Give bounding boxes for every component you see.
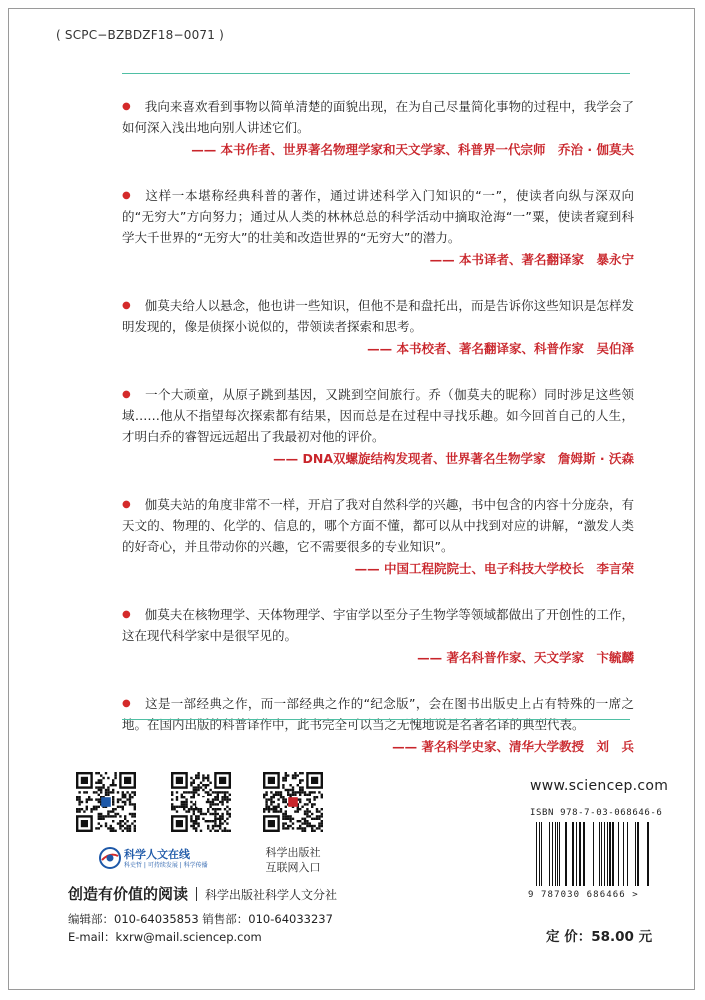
logo-title: 科学人文在线 xyxy=(124,848,190,861)
isbn-barcode xyxy=(530,822,656,898)
bottom-divider xyxy=(122,719,630,720)
quote-block xyxy=(122,96,634,160)
quote-block xyxy=(122,604,634,668)
quote-attribution: —— 本书作者、世界著名物理学家和天文学家、科普界一代宗师 乔治 · 伽莫夫 xyxy=(191,142,634,157)
bullet-icon: ● xyxy=(122,190,131,201)
humanities-online-logo xyxy=(98,845,208,871)
website-link[interactable]: www.sciencep.com xyxy=(530,778,669,794)
publisher-portal-label: 科学出版社 互联网入口 xyxy=(265,846,321,874)
quote-block xyxy=(122,185,634,270)
quote-text: 一个大顽童，从原子跳到基因，又跳到空间旅行。乔（伽莫夫的昵称）同时涉足这些领域……他从不指望每次探索都有结果，因而总是在过程中寻找乐趣。如今回首自己的人生，才明白乔的睿智远远超出了我最初对他的评价。 xyxy=(122,387,634,444)
bullet-icon: ● xyxy=(122,389,131,400)
quote-block xyxy=(122,295,634,359)
quote-attribution: —— 本书校者、著名翻译家、科普作家 吴伯泽 xyxy=(367,341,634,356)
catalog-code: ( SCPC−BZBDZF18−0071 ) xyxy=(56,28,224,42)
quote-attribution: —— DNA双螺旋结构发现者、世界著名生物学家 詹姆斯 · 沃森 xyxy=(273,451,634,466)
quote-attribution: —— 著名科普作家、天文学家 卞毓麟 xyxy=(417,650,634,665)
quotes-section xyxy=(122,96,634,782)
slogan-line xyxy=(68,883,337,904)
bullet-icon: ● xyxy=(122,698,131,709)
quote-text: 伽莫夫在核物理学、天体物理学、宇宙学以至分子生物学等领域都做出了开创性的工作，这在现代科学家中是很罕见的。 xyxy=(122,607,634,643)
bullet-icon: ● xyxy=(122,609,131,620)
quote-text: 伽莫夫给人以悬念，他也讲一些知识，但他不是和盘托出，而是告诉你这些知识是怎样发明发现的，像是侦探小说似的，带领读者探索和思考。 xyxy=(122,298,634,334)
quote-attribution: —— 著名科学史家、清华大学教授 刘 兵 xyxy=(392,739,634,754)
quote-text: 我向来喜欢看到事物以简单清楚的面貌出现，在为自己尽量简化事物的过程中，我学会了如何深入浅出地向别人讲述它们。 xyxy=(122,99,634,135)
qr-code-publisher-portal[interactable] xyxy=(263,772,323,832)
slogan: 创造有价值的阅读 xyxy=(68,885,189,903)
slogan-divider xyxy=(196,887,197,901)
price: 定 价：58.00 元 xyxy=(546,929,653,945)
isbn-label: ISBN 978-7-03-068646-6 xyxy=(530,808,663,818)
quote-attribution: —— 本书译者、著名翻译家 暴永宁 xyxy=(429,252,634,267)
quote-block xyxy=(122,494,634,579)
bullet-icon: ● xyxy=(122,101,131,112)
qr-code-wechat[interactable] xyxy=(171,772,231,832)
contact-email[interactable]: E-mail：kxrw@mail.sciencep.com xyxy=(68,930,262,944)
quote-text: 伽莫夫站的角度非常不一样，开启了我对自然科学的兴趣，书中包含的内容十分庞杂，有天文的、物理的、化学的、信息的，哪个方面不懂，都可以从中找到对应的讲解，“激发人类的好奇心，并且带动你的兴趣，它不需要很多的专业知识”。 xyxy=(122,497,634,554)
globe-logo-icon xyxy=(98,846,122,870)
bullet-icon: ● xyxy=(122,499,131,510)
quote-text: 这是一部经典之作，而一部经典之作的“纪念版”，会在图书出版史上占有特殊的一席之地。在国内出版的科普译作中，此书完全可以当之无愧地说是名著名译的典型代表。 xyxy=(122,696,634,732)
logo-subtitle: 科史哲 | 可持续发展 | 科学传播 xyxy=(124,862,208,869)
bullet-icon: ● xyxy=(122,300,131,311)
barcode-digits: 9 787030 686466 > xyxy=(528,890,639,900)
quote-text: 这样一本堪称经典科普的著作，通过讲述科学入门知识的“一”，使读者向纵与深双向的“无穷大”方向努力；通过从人类的林林总总的科学活动中摘取沧海“一”粟，使读者窥到科学大千世界的“无穷大”的壮美和改造世界的“无穷大”的潜力。 xyxy=(122,188,634,245)
contact-phones: 编辑部：010-64035853 销售部：010-64033237 xyxy=(68,912,333,926)
quote-block xyxy=(122,693,634,757)
quote-attribution: —— 中国工程院院士、电子科技大学校长 李言荣 xyxy=(354,561,634,576)
publisher-name: 科学出版社科学人文分社 xyxy=(205,888,338,902)
qr-code-humanities-online[interactable] xyxy=(76,772,136,832)
quote-block xyxy=(122,384,634,469)
top-divider xyxy=(122,73,630,74)
